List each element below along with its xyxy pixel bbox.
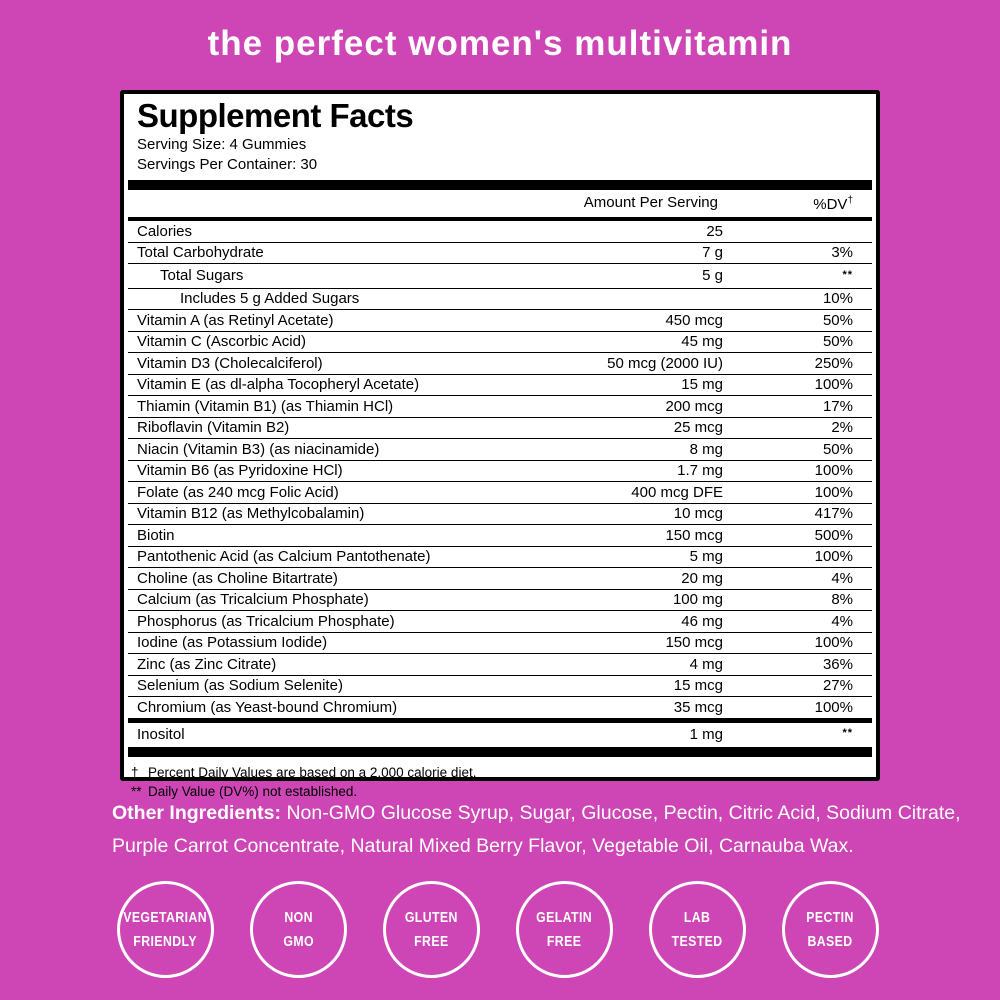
table-row [128, 568, 872, 590]
nutrient-name: Selenium (as Sodium Selenite) [137, 677, 343, 694]
dagger-symbol: † [847, 195, 853, 206]
nutrient-amount: 20 mg [681, 569, 723, 587]
badge-circle [649, 881, 746, 978]
table-row [128, 242, 872, 264]
footnote-symbol: † [131, 765, 139, 780]
badge-circle [250, 881, 347, 978]
badge-line2: GMO [283, 932, 314, 950]
table-row [128, 675, 872, 697]
divider-bar-bottom [128, 747, 872, 757]
badge-line1: LAB [684, 908, 711, 926]
nutrient-amount: 25 mcg [673, 419, 723, 436]
nutrient-name: Vitamin C (Ascorbic Acid) [137, 333, 306, 350]
nutrient-name: Chromium (as Yeast-bound Chromium) [137, 698, 398, 716]
badge-line1: VEGETARIAN [123, 908, 208, 926]
nutrient-dv: 100% [814, 698, 853, 716]
divider-bar-top [128, 180, 872, 190]
supplement-facts-panel [120, 90, 880, 799]
badge-text [405, 906, 458, 954]
nutrient-amount: 46 mg [681, 612, 723, 630]
nutrient-amount: 7 g [702, 244, 723, 261]
nutrient-dv: ** [842, 268, 853, 281]
dv-label: %DV [813, 196, 848, 213]
nutrient-dv: 417% [814, 505, 853, 522]
table-row [128, 482, 872, 504]
nutrient-dv: 50% [822, 440, 853, 458]
column-header-amount: Amount Per Serving [493, 190, 723, 219]
badge-circle [117, 881, 214, 978]
nutrient-name: Folate (as 240 mcg Folic Acid) [137, 483, 339, 501]
nutrient-amount: 450 mcg [665, 311, 723, 329]
table-row [128, 546, 872, 568]
table-row [128, 720, 872, 746]
nutrient-name: Calcium (as Tricalcium Phosphate) [137, 591, 369, 608]
nutrient-name: Vitamin A (as Retinyl Acetate) [137, 311, 334, 329]
nutrient-dv: 36% [822, 655, 853, 673]
table-row [128, 611, 872, 633]
nutrient-amount: 8 mg [689, 440, 723, 458]
nutrient-amount: 200 mcg [665, 397, 723, 415]
other-ingredients [112, 797, 961, 863]
nutrient-dv: 250% [814, 354, 853, 372]
table-row [128, 417, 872, 439]
nutrient-dv: 8% [831, 591, 853, 608]
nutrient-dv: 100% [814, 376, 853, 393]
table-row [128, 353, 872, 375]
nutrient-dv: 10% [822, 290, 853, 307]
nutrient-name: Total Carbohydrate [137, 244, 264, 261]
nutrient-amount: 4 mg [689, 655, 723, 673]
nutrient-amount: 100 mg [672, 591, 723, 608]
nutrient-dv: 4% [831, 612, 853, 630]
nutrient-amount: 10 mcg [673, 505, 723, 522]
table-row [128, 264, 872, 289]
nutrient-name: Vitamin D3 (Cholecalciferol) [137, 354, 323, 372]
nutrient-dv: 17% [822, 397, 853, 415]
badge-line1: NON [284, 908, 313, 926]
footnote-text: Percent Daily Values are based on a 2,000 calorie diet. [148, 765, 477, 780]
nutrient-dv: 2% [831, 419, 853, 436]
nutrient-name: Vitamin E (as dl-alpha Tocopheryl Acetate) [137, 376, 420, 393]
supplement-facts-title: Supplement Facts [137, 97, 414, 134]
badge-line2: BASED [807, 932, 854, 950]
table-row [128, 525, 872, 547]
nutrient-name: Iodine (as Potassium Iodide) [137, 634, 328, 651]
table-row [128, 396, 872, 418]
badge-text [672, 906, 723, 954]
nutrient-dv: ** [842, 727, 853, 739]
nutrient-dv: 50% [822, 311, 853, 329]
nutrient-dv: 4% [831, 569, 853, 587]
footnote-text: Daily Value (DV%) not established. [148, 784, 358, 799]
nutrient-amount: 25 [706, 222, 723, 240]
badge-line1: GLUTEN [404, 908, 459, 926]
other-ingredients-line1: Non-GMO Glucose Syrup, Sugar, Glucose, Pectin, Citric Acid, Sodium Citrate, [281, 802, 961, 824]
table-row [128, 331, 872, 353]
badge-text [124, 906, 208, 954]
badge-line2: FREE [547, 932, 582, 950]
nutrient-name: Zinc (as Zinc Citrate) [137, 655, 277, 673]
badge-line2: FREE [414, 932, 449, 950]
nutrient-amount: 1 mg [689, 725, 723, 743]
product-tagline: the perfect women's multivitamin [207, 24, 793, 63]
nutrient-name: Thiamin (Vitamin B1) (as Thiamin HCl) [137, 397, 394, 415]
nutrient-amount: 45 mg [681, 333, 723, 350]
badge-text [537, 906, 593, 954]
facts-rows [128, 219, 872, 746]
table-row [128, 219, 872, 242]
nutrient-name: Vitamin B12 (as Methylcobalamin) [137, 505, 365, 522]
nutrient-name: Includes 5 g Added Sugars [180, 290, 360, 307]
serving-size: Serving Size: 4 Gummies [137, 136, 307, 153]
badge-line1: GELATIN [536, 908, 593, 926]
nutrient-amount: 400 mcg DFE [631, 483, 723, 501]
nutrient-dv: 50% [822, 333, 853, 350]
nutrient-dv: 3% [831, 244, 853, 261]
nutrient-amount: 5 g [702, 267, 723, 284]
badge-circle [516, 881, 613, 978]
badge-line2: TESTED [672, 932, 723, 950]
footnote-dagger [131, 763, 872, 782]
table-row [128, 460, 872, 482]
nutrient-name: Calories [137, 222, 193, 240]
nutrient-name: Riboflavin (Vitamin B2) [137, 419, 290, 436]
table-row [128, 288, 872, 310]
badge-text [283, 906, 314, 954]
nutrient-amount: 15 mcg [673, 677, 723, 694]
nutrient-name: Vitamin B6 (as Pyridoxine HCl) [137, 462, 343, 479]
table-row [128, 439, 872, 461]
table-row [128, 632, 872, 654]
footnote-symbol: ** [131, 784, 142, 799]
badge-circle [383, 881, 480, 978]
column-header-dv [723, 190, 872, 219]
badge-text [807, 906, 855, 954]
nutrient-dv: 100% [814, 548, 853, 565]
table-row [128, 374, 872, 396]
nutrient-amount: 5 mg [689, 548, 723, 565]
table-row [128, 503, 872, 525]
nutrient-name: Biotin [137, 526, 175, 544]
table-row [128, 310, 872, 332]
nutrient-amount: 50 mcg (2000 IU) [607, 354, 723, 372]
nutrient-name: Niacin (Vitamin B3) (as niacinamide) [137, 440, 380, 458]
nutrient-name: Inositol [137, 725, 185, 743]
table-row [128, 654, 872, 676]
nutrient-dv: 100% [814, 483, 853, 501]
badge-row [117, 881, 879, 978]
table-header-row [128, 190, 872, 219]
footnotes [131, 763, 872, 801]
nutrient-amount: 150 mcg [665, 526, 723, 544]
nutrient-amount: 15 mg [681, 376, 723, 393]
nutrient-name: Choline (as Choline Bitartrate) [137, 569, 338, 587]
nutrient-amount: 150 mcg [665, 634, 723, 651]
other-ingredients-prefix: Other Ingredients: [112, 802, 282, 824]
badge-circle [782, 881, 879, 978]
badge-line1: PECTIN [806, 908, 855, 926]
supplement-facts-table [128, 190, 872, 746]
nutrient-name: Pantothenic Acid (as Calcium Pantothenate) [137, 548, 431, 565]
nutrient-dv: 100% [814, 634, 853, 651]
table-row [128, 697, 872, 721]
table-row [128, 589, 872, 611]
nutrient-amount: 1.7 mg [677, 462, 723, 479]
nutrient-dv: 500% [814, 526, 853, 544]
other-ingredients-line2: Purple Carrot Concentrate, Natural Mixed Berry Flavor, Vegetable Oil, Carnauba Wax. [112, 835, 854, 857]
nutrient-name: Phosphorus (as Tricalcium Phosphate) [137, 612, 395, 630]
column-header-blank [128, 190, 493, 219]
nutrient-dv: 100% [814, 462, 853, 479]
servings-per-container: Servings Per Container: 30 [137, 156, 318, 173]
badge-line2: FRIENDLY [133, 932, 198, 950]
nutrient-amount: 35 mcg [673, 698, 723, 716]
nutrient-name: Total Sugars [160, 267, 244, 284]
nutrient-dv: 27% [822, 677, 853, 694]
